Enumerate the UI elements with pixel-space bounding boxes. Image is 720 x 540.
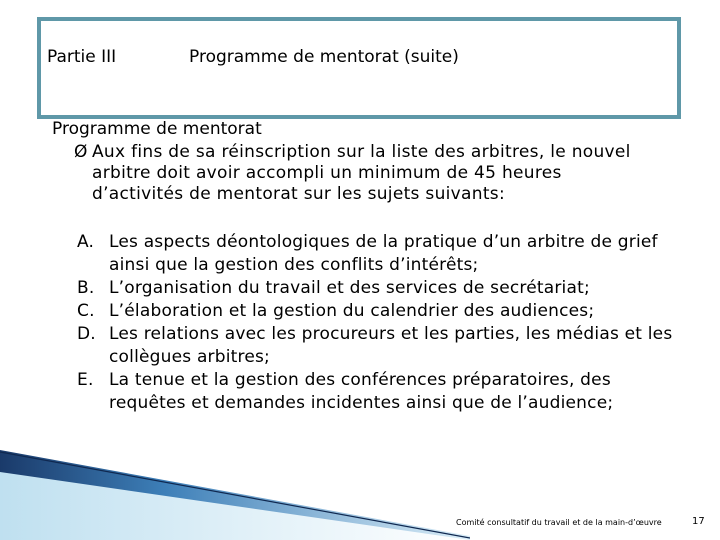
slide-title: Programme de mentorat (suite) [189, 47, 459, 67]
list-item-text: L’organisation du travail et des services de secrétariat; [109, 278, 590, 298]
topic-list [77, 231, 677, 415]
decorative-swoosh [0, 450, 470, 540]
list-item [77, 277, 677, 300]
intro-text: Aux fins de sa réinscription sur la liste des arbitres, le nouvel arbitre doit avoir accompli un minimum de 45 heures d’activités de mentorat sur les sujets suivants: [92, 142, 631, 204]
arrow-bullet-icon: Ø [74, 142, 88, 162]
footer-text: Comité consultatif du travail et de la main-d’œuvre [456, 518, 662, 527]
list-item-text: Les relations avec les procureurs et les parties, les médias et les collègues arbitres; [109, 324, 673, 367]
content-heading: Programme de mentorat [52, 119, 262, 139]
intro-bullet [74, 142, 634, 205]
list-item [77, 369, 677, 415]
list-item [77, 323, 677, 369]
list-item-letter: E. [77, 370, 94, 390]
list-item-letter: B. [77, 278, 95, 298]
list-item-text: Les aspects déontologiques de la pratique d’un arbitre de grief ainsi que la gestion des conflits d’intérêts; [109, 232, 658, 275]
list-item [77, 231, 677, 277]
section-label: Partie III [47, 47, 117, 67]
list-item-letter: D. [77, 324, 96, 344]
list-item-text: La tenue et la gestion des conférences préparatoires, des requêtes et demandes incidentes ainsi que de l’audience; [109, 370, 614, 413]
list-item-letter: A. [77, 232, 95, 252]
title-frame [37, 17, 681, 119]
list-item-letter: C. [77, 301, 95, 321]
list-item [77, 300, 677, 323]
page-number: 17 [692, 516, 705, 527]
list-item-text: L’élaboration et la gestion du calendrier des audiences; [109, 301, 595, 321]
